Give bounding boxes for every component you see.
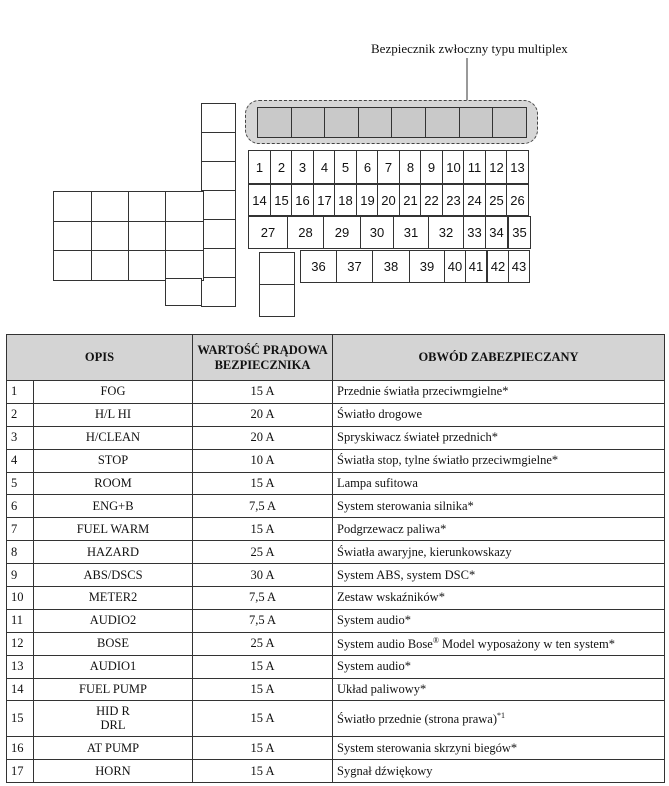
fuse-slot: 23	[442, 184, 465, 216]
blank-fuse-slot	[201, 132, 236, 162]
row-number: 17	[7, 760, 34, 783]
row-value: 25 A	[193, 632, 333, 655]
fuse-slot: 16	[291, 184, 314, 216]
blank-fuse-slot	[165, 250, 204, 281]
row-value: 15 A	[193, 701, 333, 737]
fuse-slot: 34	[485, 216, 508, 249]
table-row	[7, 760, 665, 783]
row-opis: H/L HI	[34, 403, 193, 426]
fuse-slot: 30	[360, 216, 394, 249]
blank-fuse-slot	[91, 250, 130, 281]
table-row	[7, 587, 665, 610]
fuse-slot: 40	[444, 250, 466, 283]
row-circuit: Zestaw wskaźników*	[333, 587, 665, 610]
row-circuit: Światło drogowe	[333, 403, 665, 426]
table-header-row	[7, 335, 665, 381]
fuse-slot: 32	[428, 216, 464, 249]
blank-fuse-slot	[165, 278, 202, 306]
row-circuit: System sterowania silnika*	[333, 495, 665, 518]
blank-fuse-slot	[165, 191, 204, 222]
row-opis	[34, 701, 193, 737]
fuse-slot: 20	[377, 184, 400, 216]
row-opis: ROOM	[34, 472, 193, 495]
fuse-slot: 14	[248, 184, 271, 216]
fuse-table	[6, 334, 665, 783]
multiplex-fuse-slot	[391, 107, 426, 138]
blank-fuse-slot	[128, 191, 167, 222]
row-circuit: Układ paliwowy*	[333, 678, 665, 701]
fuse-slot: 22	[420, 184, 443, 216]
fuse-slot: 7	[377, 150, 400, 184]
row-number: 7	[7, 518, 34, 541]
row-number: 10	[7, 587, 34, 610]
row-number: 6	[7, 495, 34, 518]
fuse-slot: 17	[313, 184, 336, 216]
fuse-slot: 26	[506, 184, 529, 216]
header-circuit: OBWÓD ZABEZPIECZANY	[333, 335, 665, 381]
row-number: 5	[7, 472, 34, 495]
row-opis: FUEL WARM	[34, 518, 193, 541]
circuit-superscript: ®	[432, 635, 439, 645]
blank-fuse-slot	[201, 277, 236, 307]
table-row	[7, 518, 665, 541]
row-number: 14	[7, 678, 34, 701]
fuse-slot: 8	[399, 150, 422, 184]
fuse-slot: 24	[463, 184, 486, 216]
table-row	[7, 381, 665, 404]
circuit-text: System audio Bose	[337, 636, 433, 651]
fuse-slot: 38	[372, 250, 410, 283]
blank-fuse-slot	[201, 103, 236, 133]
row-number: 1	[7, 381, 34, 404]
row-circuit: System sterowania skrzyni biegów*	[333, 737, 665, 760]
row-opis: STOP	[34, 449, 193, 472]
row-value: 7,5 A	[193, 609, 333, 632]
blank-fuse-slot	[259, 284, 295, 317]
blank-fuse-slot	[165, 221, 204, 252]
header-value-line2: BEZPIECZNIKA	[214, 357, 311, 372]
opis-line1: HID R	[96, 704, 130, 719]
row-opis: ABS/DSCS	[34, 564, 193, 587]
row-number: 4	[7, 449, 34, 472]
row-circuit	[333, 632, 665, 655]
table-row	[7, 495, 665, 518]
blank-fuse-slot	[53, 250, 92, 281]
multiplex-callout-label: Bezpiecznik zwłoczny typu multiplex	[371, 41, 568, 56]
fuse-slot: 11	[463, 150, 486, 184]
row-value: 20 A	[193, 426, 333, 449]
multiplex-fuse-slot	[257, 107, 292, 138]
row-value: 30 A	[193, 564, 333, 587]
fuse-slot: 35	[508, 216, 531, 249]
multiplex-fuse-slot	[358, 107, 393, 138]
blank-fuse-slot	[201, 219, 236, 249]
row-value: 15 A	[193, 760, 333, 783]
row-circuit: System audio*	[333, 609, 665, 632]
row-circuit: Światła awaryjne, kierunkowskazy	[333, 541, 665, 564]
row-value: 15 A	[193, 678, 333, 701]
circuit-superscript: *1	[497, 710, 506, 720]
fuse-slot: 41	[465, 250, 487, 283]
circuit-text-cont: Model wyposażony w ten system*	[438, 636, 615, 651]
multiplex-fuse-slot	[291, 107, 326, 138]
blank-fuse-slot	[259, 252, 295, 285]
fuse-slot: 6	[356, 150, 379, 184]
multiplex-fuse-slot	[425, 107, 460, 138]
header-value	[193, 335, 333, 381]
row-circuit: System audio*	[333, 655, 665, 678]
fuse-slot: 29	[323, 216, 361, 249]
fuse-slot: 5	[334, 150, 357, 184]
fuse-slot: 25	[485, 184, 508, 216]
fuse-slot: 10	[442, 150, 465, 184]
table-row	[7, 701, 665, 737]
multiplex-fuse-slot	[492, 107, 527, 138]
row-number: 3	[7, 426, 34, 449]
row-number: 11	[7, 609, 34, 632]
fuse-slot: 43	[508, 250, 530, 283]
fuse-slot: 2	[270, 150, 293, 184]
table-row	[7, 472, 665, 495]
fuse-slot: 33	[463, 216, 486, 249]
row-circuit: Przednie światła przeciwmgielne*	[333, 381, 665, 404]
fuse-slot: 28	[287, 216, 324, 249]
table-row	[7, 403, 665, 426]
row-value: 7,5 A	[193, 495, 333, 518]
row-number: 12	[7, 632, 34, 655]
row-opis: HORN	[34, 760, 193, 783]
row-number: 2	[7, 403, 34, 426]
table-row	[7, 426, 665, 449]
row-opis: AUDIO2	[34, 609, 193, 632]
row-value: 10 A	[193, 449, 333, 472]
row-number: 9	[7, 564, 34, 587]
row-circuit	[333, 701, 665, 737]
row-value: 15 A	[193, 472, 333, 495]
fuse-slot: 42	[487, 250, 509, 283]
row-circuit: Podgrzewacz paliwa*	[333, 518, 665, 541]
row-circuit: Spryskiwacz świateł przednich*	[333, 426, 665, 449]
row-value: 25 A	[193, 541, 333, 564]
row-circuit: Sygnał dźwiękowy	[333, 760, 665, 783]
row-opis: METER2	[34, 587, 193, 610]
fuse-slot: 21	[399, 184, 422, 216]
blank-fuse-slot	[53, 221, 92, 252]
fuse-slot: 1	[248, 150, 271, 184]
row-value: 7,5 A	[193, 587, 333, 610]
multiplex-fuse-slot	[324, 107, 359, 138]
blank-fuse-slot	[201, 161, 236, 191]
row-value: 15 A	[193, 518, 333, 541]
fuse-slot: 36	[300, 250, 337, 283]
row-opis: HAZARD	[34, 541, 193, 564]
row-opis: AUDIO1	[34, 655, 193, 678]
row-circuit: Światła stop, tylne światło przeciwmgielne*	[333, 449, 665, 472]
header-value-line1: WARTOŚĆ PRĄDOWA	[197, 343, 328, 358]
fuse-slot: 12	[485, 150, 508, 184]
fuse-slot: 37	[336, 250, 373, 283]
table-row	[7, 678, 665, 701]
table-row	[7, 564, 665, 587]
row-value: 20 A	[193, 403, 333, 426]
fuse-slot: 15	[270, 184, 293, 216]
row-number: 16	[7, 737, 34, 760]
table-row	[7, 609, 665, 632]
table-row	[7, 541, 665, 564]
fuse-slot: 9	[420, 150, 443, 184]
row-opis: FOG	[34, 381, 193, 404]
blank-fuse-slot	[201, 248, 236, 278]
row-value: 15 A	[193, 655, 333, 678]
blank-fuse-slot	[91, 191, 130, 222]
row-opis: AT PUMP	[34, 737, 193, 760]
table-row	[7, 655, 665, 678]
blank-fuse-slot	[128, 250, 167, 281]
fuse-slot: 27	[248, 216, 288, 249]
row-value: 15 A	[193, 737, 333, 760]
row-circuit: System ABS, system DSC*	[333, 564, 665, 587]
row-opis: BOSE	[34, 632, 193, 655]
fuse-slot: 13	[506, 150, 529, 184]
fuse-slot: 39	[409, 250, 445, 283]
multiplex-fuse-slot	[459, 107, 494, 138]
row-circuit: Lampa sufitowa	[333, 472, 665, 495]
table-row	[7, 449, 665, 472]
fuse-slot: 31	[393, 216, 429, 249]
row-opis: H/CLEAN	[34, 426, 193, 449]
blank-fuse-slot	[201, 190, 236, 220]
table-row	[7, 737, 665, 760]
opis-line2: DRL	[100, 717, 126, 732]
table-row	[7, 632, 665, 655]
blank-fuse-slot	[91, 221, 130, 252]
fuse-slot: 3	[291, 150, 314, 184]
fuse-box-diagram	[0, 0, 669, 320]
fuse-slot: 4	[313, 150, 336, 184]
fuse-slot: 19	[356, 184, 379, 216]
row-value: 15 A	[193, 381, 333, 404]
row-number: 15	[7, 701, 34, 737]
row-opis: FUEL PUMP	[34, 678, 193, 701]
row-opis: ENG+B	[34, 495, 193, 518]
row-number: 8	[7, 541, 34, 564]
blank-fuse-slot	[53, 191, 92, 222]
circuit-text: Światło przednie (strona prawa)	[337, 712, 498, 727]
header-opis: OPIS	[7, 335, 193, 381]
blank-fuse-slot	[128, 221, 167, 252]
row-number: 13	[7, 655, 34, 678]
fuse-slot: 18	[334, 184, 357, 216]
